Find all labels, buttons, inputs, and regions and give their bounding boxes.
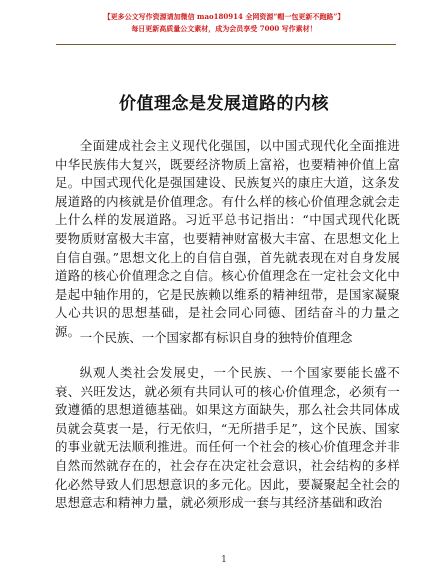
header-divider [56, 44, 396, 45]
body-paragraph-1: 全面建成社会主义现代化强国，以中国式现代化全面推进中华民族伟大复兴，既要经济物质上富裕，也要精神价值上富足。中国式现代化是强国建设、民族复兴的康庄大道，这条发展道路的内核就是价值理念。有什么样的核心价值理念就会走上什么样的发展道路。习近平总书记指出：“中国式现代化既要物质财富极大丰富，也要精神财富极大丰富、在思想文化上自信自强。”思想文化上的自信自强，首先就表现在对自身发展道路的核心价值理念之自信。核心价值理念在一定社会文化中是起中轴作用的，它是民族赖以维系的精神纽带，是国家凝聚人心共识的思想基础，是社会同心同德、团结奋斗的力量之源。 [55, 138, 400, 339]
document-title: 价值理念是发展道路的内核 [119, 94, 329, 114]
promo-banner-line-2: 每日更新高质量公文素材，成为会员享受 7000 写作素材！ [131, 24, 317, 33]
section-heading: 一个民族、一个国家都有标识自身的独特价值理念 [79, 330, 353, 345]
body-paragraph-2: 纵观人类社会发展史，一个民族、一个国家要能长盛不衰、兴旺发达，就必须有共同认可的核心价值理念，必须有一致遵循的思想道德基础。如果这方面缺失，那么社会共同体成员就会莫衷一是，行无依归，“无所措手足”，这个民族、国家的事业就无法顺利推进。而任何一个社会的核心价值理念并非自然而然就存在的，社会存在决定社会意识，社会结构的多样化必然导致人们思想意识的多元化。因此，要凝聚起全社会的思想意志和精神力量，就必须形成一套与其经济基础和政治 [55, 365, 400, 511]
page-number: 1 [221, 555, 227, 565]
promo-banner-line-1: 【更多公文写作资源请加微信 mao180914 全网资源“帽一包更新不跑路”】 [103, 12, 345, 21]
